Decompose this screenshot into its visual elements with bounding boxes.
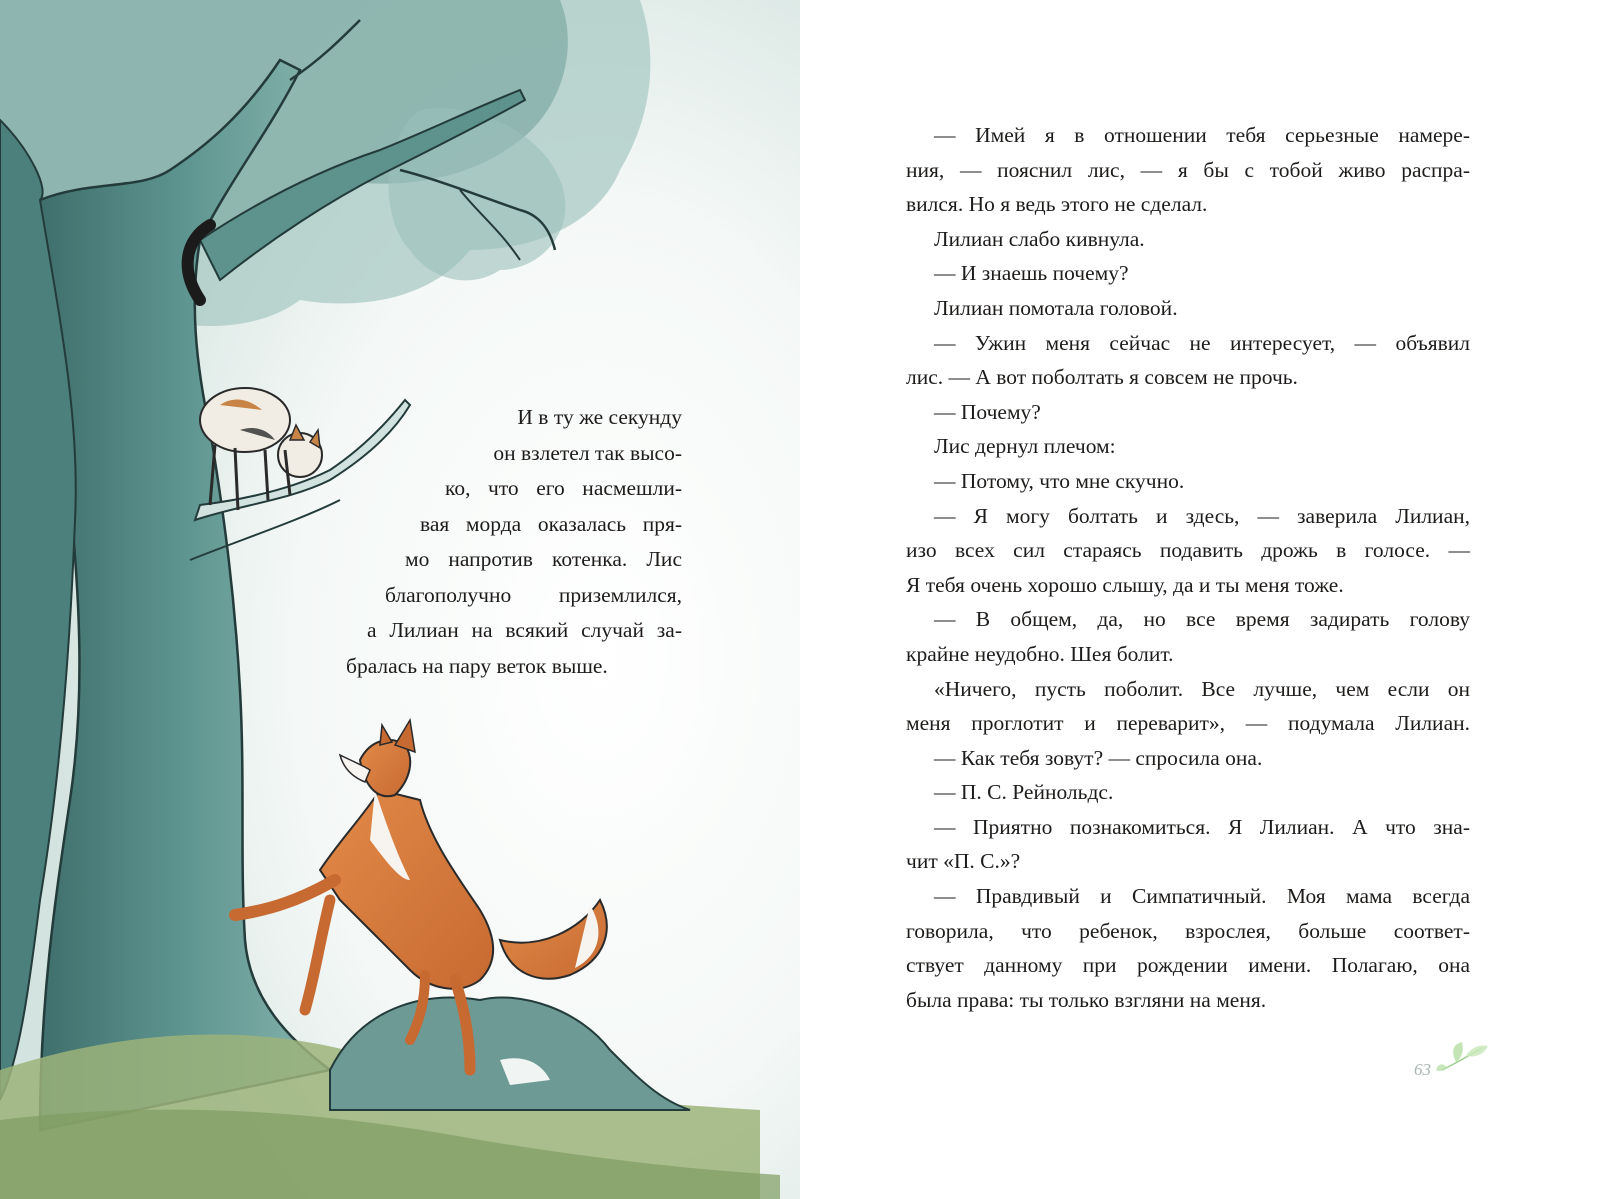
caption-line: ко, что его насмешли- bbox=[445, 476, 682, 500]
leaf-sprig-icon bbox=[1432, 1040, 1492, 1080]
caption-line: И в ту же секунду bbox=[517, 405, 682, 429]
text-line: — Приятно познакомиться. Я Лилиан. А что зна- bbox=[934, 814, 1470, 839]
text-line: Я тебя очень хорошо слышу, да и ты меня тоже. bbox=[906, 572, 1344, 597]
text-line: — Как тебя зовут? — спросила она. bbox=[934, 745, 1263, 770]
text-line: ния, — пояснил лис, — я бы с тобой живо распра- bbox=[906, 157, 1470, 182]
text-line: меня проглотит и переварит», — подумала Лилиан. bbox=[906, 711, 1470, 736]
right-page bbox=[800, 0, 1600, 1199]
text-line: крайне неудобно. Шея болит. bbox=[906, 641, 1174, 666]
story-text bbox=[906, 118, 1470, 1017]
text-line: — Ужин меня сейчас не интересует, — объявил bbox=[934, 330, 1470, 355]
illustration-caption bbox=[340, 400, 682, 684]
text-line: чит «П. С.»? bbox=[906, 849, 1021, 874]
caption-line: он взлетел так высо- bbox=[493, 440, 682, 465]
text-line: лис. — А вот поболтать я совсем не прочь. bbox=[906, 365, 1298, 390]
caption-line: благополучно приземлился, bbox=[385, 582, 682, 607]
text-line: — Имей я в отношении тебя серьезные намере- bbox=[934, 123, 1470, 147]
text-line: ствует данному при рождении имени. Полагаю, она bbox=[906, 953, 1470, 978]
text-line: — Потому, что мне скучно. bbox=[934, 468, 1185, 493]
text-line: Лис дернул плечом: bbox=[934, 434, 1116, 459]
caption-line: а Лилиан на всякий случай за- bbox=[367, 618, 682, 642]
text-line: — Правдивый и Симпатичный. Моя мама всегда bbox=[934, 884, 1470, 909]
text-line: была права: ты только взгляни на меня. bbox=[906, 987, 1267, 1012]
page-number: 63 bbox=[1414, 1060, 1431, 1079]
text-line: — В общем, да, но все время задирать голову bbox=[934, 607, 1470, 632]
text-line: изо всех сил стараясь подавить дрожь в голосе. — bbox=[906, 538, 1470, 563]
text-line: говорила, что ребенок, взрослея, больше соответ- bbox=[906, 918, 1470, 943]
text-line: — И знаешь почему? bbox=[934, 261, 1129, 286]
text-line: Лилиан слабо кивнула. bbox=[934, 226, 1145, 251]
text-line: — П. С. Рейнольдс. bbox=[934, 780, 1114, 805]
text-line: Лилиан помотала головой. bbox=[934, 295, 1178, 320]
text-line: — Почему? bbox=[934, 399, 1041, 424]
caption-line: вая морда оказалась пря- bbox=[420, 511, 682, 536]
text-line: вился. Но я ведь этого не сделал. bbox=[906, 192, 1208, 217]
text-line: — Я могу болтать и здесь, — заверила Лилиан, bbox=[934, 503, 1470, 528]
text-line: «Ничего, пусть поболит. Все лучше, чем если он bbox=[934, 676, 1470, 701]
caption-line: мо напротив котенка. Лис bbox=[405, 547, 682, 571]
caption-line: бралась на пару веток выше. bbox=[346, 653, 608, 678]
